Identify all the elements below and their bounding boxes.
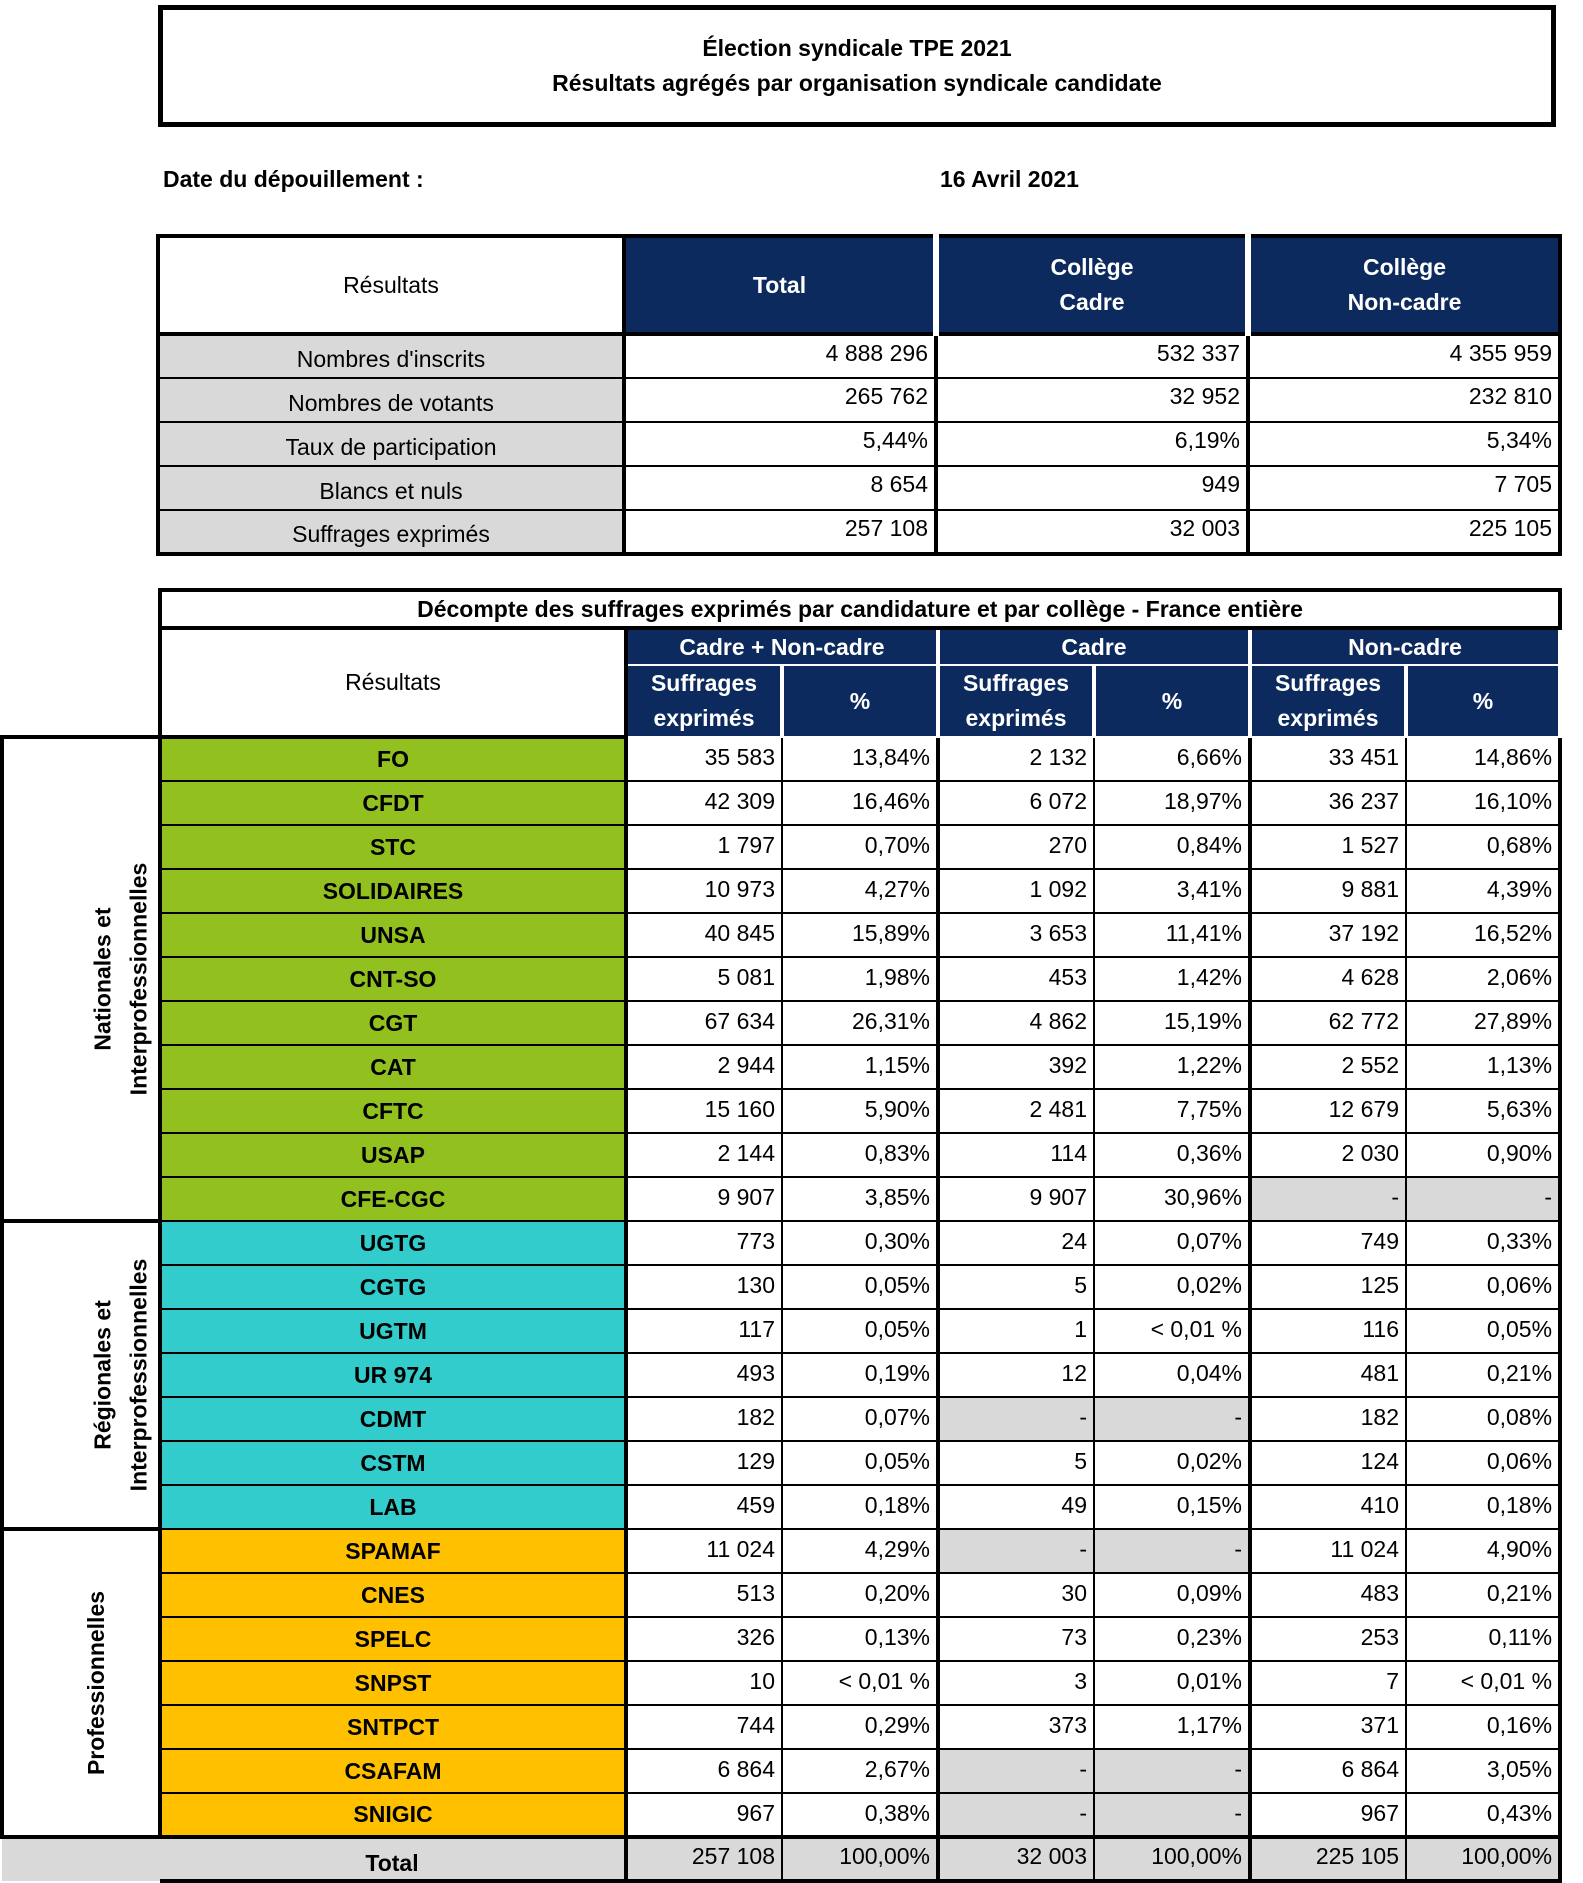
percent-value: 0,06% [1406,1441,1560,1485]
percent-value: - [1094,1749,1250,1793]
total-label: Total [160,1837,626,1881]
suffrages-value: 125 [1250,1265,1406,1309]
suffrages-value: 11 024 [1250,1529,1406,1573]
percent-value: - [1094,1397,1250,1441]
suffrages-value: 1 092 [938,869,1094,913]
suffrages-value: 270 [938,825,1094,869]
table-row [2,1309,1560,1353]
summary-row-label: Suffrages exprimés [158,510,624,554]
suffrages-value: 6 864 [1250,1749,1406,1793]
suffrages-value: 6 072 [938,781,1094,825]
suffrages-value: 3 653 [938,913,1094,957]
suffrages-value: 130 [626,1265,782,1309]
percent-value: - [1094,1793,1250,1837]
suffrages-value: 114 [938,1133,1094,1177]
suffrages-value: 67 634 [626,1001,782,1045]
suffrages-value: 7 [1250,1661,1406,1705]
summary-noncadre-value: 232 810 [1248,378,1560,422]
suffrages-value: 42 309 [626,781,782,825]
report-title-box [158,5,1556,127]
suffrages-value: 749 [1250,1221,1406,1265]
suffrages-value: 40 845 [626,913,782,957]
summary-noncadre-value: 7 705 [1248,466,1560,510]
detail-header-results: Résultats [160,628,626,737]
percent-value: 2,06% [1406,957,1560,1001]
percent-value: 0,02% [1094,1441,1250,1485]
suffrages-value: 371 [1250,1705,1406,1749]
table-row [2,1617,1560,1661]
org-name: CAT [160,1045,626,1089]
suffrages-value: 967 [1250,1793,1406,1837]
suffrages-value: 1 797 [626,825,782,869]
percent-value: 0,05% [782,1309,938,1353]
detail-table [0,588,1562,1883]
table-row [2,1001,1560,1045]
summary-total-value: 5,44% [624,422,936,466]
percent-value: 2,67% [782,1749,938,1793]
org-name: CSAFAM [160,1749,626,1793]
org-name: FO [160,737,626,781]
table-row [2,1749,1560,1793]
summary-cadre-value: 532 337 [936,334,1248,378]
suffrages-value: 10 [626,1661,782,1705]
summary-row [158,422,1560,466]
suffrages-value: 4 862 [938,1001,1094,1045]
percent-value: 16,52% [1406,913,1560,957]
suffrages-value: 37 192 [1250,913,1406,957]
group-label-cell [2,1529,160,1837]
summary-header-noncadre-line2: Non-cadre [1347,289,1462,315]
group-label [84,1259,156,1492]
summary-total-value: 265 762 [624,378,936,422]
org-name: CFTC [160,1089,626,1133]
suffrages-value: - [938,1749,1094,1793]
org-name: SNTPCT [160,1705,626,1749]
suffrages-value: 124 [1250,1441,1406,1485]
percent-value: 0,18% [1406,1485,1560,1529]
org-name: CNES [160,1573,626,1617]
percent-value: 0,23% [1094,1617,1250,1661]
org-name: SPELC [160,1617,626,1661]
suffrages-value: 326 [626,1617,782,1661]
org-name: UGTM [160,1309,626,1353]
percent-value: 6,66% [1094,737,1250,781]
summary-row [158,334,1560,378]
suffrages-value: 253 [1250,1617,1406,1661]
summary-header-noncadre-line1: Collège [1362,254,1447,280]
percent-value: 4,29% [782,1529,938,1573]
percent-value: < 0,01 % [1406,1661,1560,1705]
table-row [2,1485,1560,1529]
percent-value: 0,16% [1406,1705,1560,1749]
suffrages-value: 10 973 [626,869,782,913]
group-label-cell [2,1221,160,1529]
percent-value: 0,84% [1094,825,1250,869]
org-name: CSTM [160,1441,626,1485]
percent-value: 5,90% [782,1089,938,1133]
suffrages-value: 2 944 [626,1045,782,1089]
percent-value: - [1406,1177,1560,1221]
percent-value: 0,04% [1094,1353,1250,1397]
suffrages-value: 5 [938,1441,1094,1485]
suffrages-value: - [1250,1177,1406,1221]
percent-value: 0,30% [782,1221,938,1265]
percent-value: 15,19% [1094,1001,1250,1045]
summary-table [156,234,1562,556]
percent-value: 0,21% [1406,1573,1560,1617]
sub-header-suffrages: Suffrages exprimés [626,665,782,737]
suffrages-value: 9 907 [938,1177,1094,1221]
percent-value: 0,70% [782,825,938,869]
table-row [2,1441,1560,1485]
org-name: SNPST [160,1661,626,1705]
org-name: SOLIDAIRES [160,869,626,913]
org-name: SPAMAF [160,1529,626,1573]
percent-value: 0,83% [782,1133,938,1177]
summary-row [158,378,1560,422]
table-row [2,1573,1560,1617]
percent-value: < 0,01 % [782,1661,938,1705]
date-value: 16 Avril 2021 [940,166,1079,192]
suffrages-value: 117 [626,1309,782,1353]
percent-value: 0,43% [1406,1793,1560,1837]
table-row [2,869,1560,913]
summary-row [158,510,1560,554]
percent-value: 4,27% [782,869,938,913]
table-row [2,1353,1560,1397]
percent-value: 3,85% [782,1177,938,1221]
suffrages-value: 11 024 [626,1529,782,1573]
suffrages-value: 49 [938,1485,1094,1529]
suffrages-value: 33 451 [1250,737,1406,781]
suffrages-value: 459 [626,1485,782,1529]
suffrages-value: 2 552 [1250,1045,1406,1089]
percent-value: 1,42% [1094,957,1250,1001]
table-row [2,957,1560,1001]
summary-noncadre-value: 225 105 [1248,510,1560,554]
table-row [2,1133,1560,1177]
org-name: UNSA [160,913,626,957]
summary-header-row [158,236,1560,334]
group-label-line1: Professionnelles [83,1590,110,1776]
percent-value: 11,41% [1094,913,1250,957]
summary-cadre-value: 32 952 [936,378,1248,422]
suffrages-value: 410 [1250,1485,1406,1529]
group-label-line2: Interprofessionnelles [125,1258,152,1492]
total-percent: 100,00% [1094,1837,1250,1881]
suffrages-value: 373 [938,1705,1094,1749]
summary-header-results: Résultats [158,236,624,334]
sub-header-suffrages: Suffrages exprimés [1250,665,1406,737]
percent-value: 0,11% [1406,1617,1560,1661]
suffrages-value: 2 144 [626,1133,782,1177]
suffrages-value: 5 081 [626,957,782,1001]
suffrages-value: 2 132 [938,737,1094,781]
suffrages-value: 15 160 [626,1089,782,1133]
percent-value: 15,89% [782,913,938,957]
percent-value: 16,10% [1406,781,1560,825]
table-row [2,1089,1560,1133]
table-row [2,825,1560,869]
suffrages-value: 129 [626,1441,782,1485]
detail-title-row [2,590,1560,628]
percent-value: 0,05% [782,1265,938,1309]
suffrages-value: 6 864 [626,1749,782,1793]
table-row [2,1397,1560,1441]
suffrages-value: 62 772 [1250,1001,1406,1045]
suffrages-value: 773 [626,1221,782,1265]
percent-value: 0,02% [1094,1265,1250,1309]
percent-value: 0,07% [1094,1221,1250,1265]
summary-cadre-value: 6,19% [936,422,1248,466]
table-row [2,1661,1560,1705]
suffrages-value: 182 [626,1397,782,1441]
suffrages-value: 4 628 [1250,957,1406,1001]
table-row [2,1705,1560,1749]
percent-value: 0,38% [782,1793,938,1837]
table-row [2,1529,1560,1573]
summary-row [158,466,1560,510]
percent-value: 0,18% [782,1485,938,1529]
date-label: Date du dépouillement : [163,166,424,192]
total-suffrages: 225 105 [1250,1837,1406,1881]
table-row [2,1793,1560,1837]
suffrages-value: 744 [626,1705,782,1749]
total-suffrages: 257 108 [626,1837,782,1881]
percent-value: 26,31% [782,1001,938,1045]
org-name: CGT [160,1001,626,1045]
suffrages-value: 493 [626,1353,782,1397]
group-label-cell [2,737,160,1221]
percent-value: 0,09% [1094,1573,1250,1617]
org-name: UGTG [160,1221,626,1265]
summary-header-cadre-line1: Collège [1050,254,1134,280]
suffrages-value: 30 [938,1573,1094,1617]
percent-value: 0,08% [1406,1397,1560,1441]
suffrages-value: 1 527 [1250,825,1406,869]
percent-value: 14,86% [1406,737,1560,781]
percent-value: 1,15% [782,1045,938,1089]
table-row [2,781,1560,825]
percent-value: 3,05% [1406,1749,1560,1793]
percent-value: 0,90% [1406,1133,1560,1177]
group-label-line2: Interprofessionnelles [125,862,152,1096]
suffrages-value: 35 583 [626,737,782,781]
summary-total-value: 4 888 296 [624,334,936,378]
percent-value: 0,20% [782,1573,938,1617]
suffrages-value: 453 [938,957,1094,1001]
suffrages-value: 182 [1250,1397,1406,1441]
suffrages-value: 513 [626,1573,782,1617]
sub-header-suffrages: Suffrages exprimés [938,665,1094,737]
percent-value: 1,22% [1094,1045,1250,1089]
percent-value: 0,15% [1094,1485,1250,1529]
percent-value: 0,05% [782,1441,938,1485]
table-row [2,1221,1560,1265]
summary-header-cadre [936,236,1248,334]
table-row [2,1265,1560,1309]
total-row [2,1837,1560,1881]
group-label [84,863,156,1096]
suffrages-value: 392 [938,1045,1094,1089]
suffrages-value: 116 [1250,1309,1406,1353]
summary-row-label: Nombres d'inscrits [158,334,624,378]
percent-value: 30,96% [1094,1177,1250,1221]
suffrages-value: 2 481 [938,1089,1094,1133]
percent-value: 16,46% [782,781,938,825]
percent-value: 18,97% [1094,781,1250,825]
summary-noncadre-value: 4 355 959 [1248,334,1560,378]
suffrages-value: 24 [938,1221,1094,1265]
suffrages-value: - [938,1397,1094,1441]
summary-row-label: Blancs et nuls [158,466,624,510]
percent-value: < 0,01 % [1094,1309,1250,1353]
percent-value: 0,01% [1094,1661,1250,1705]
percent-value: 0,68% [1406,825,1560,869]
percent-value: 27,89% [1406,1001,1560,1045]
sub-header-pct: % [782,665,938,737]
percent-value: 1,17% [1094,1705,1250,1749]
group-label [78,1591,114,1775]
group-label-line1: Régionales et [89,1300,116,1450]
suffrages-value: - [938,1793,1094,1837]
suffrages-value: 3 [938,1661,1094,1705]
header-noncadre: Non-cadre [1250,628,1560,665]
suffrages-value: 481 [1250,1353,1406,1397]
percent-value: 0,05% [1406,1309,1560,1353]
table-row [2,913,1560,957]
org-name: STC [160,825,626,869]
detail-group-header-row [2,628,1560,665]
percent-value: 0,13% [782,1617,938,1661]
org-name: CNT-SO [160,957,626,1001]
total-suffrages: 32 003 [938,1837,1094,1881]
suffrages-value: 9 881 [1250,869,1406,913]
detail-title: Décompte des suffrages exprimés par candidature et par collège - France entière [160,590,1560,628]
table-row [2,737,1560,781]
percent-value: 1,13% [1406,1045,1560,1089]
org-name: USAP [160,1133,626,1177]
summary-cadre-value: 32 003 [936,510,1248,554]
summary-header-noncadre [1248,236,1560,334]
summary-total-value: 257 108 [624,510,936,554]
percent-value: 0,29% [782,1705,938,1749]
sub-header-pct: % [1094,665,1250,737]
suffrages-value: 12 [938,1353,1094,1397]
percent-value: - [1094,1529,1250,1573]
percent-value: 13,84% [782,737,938,781]
suffrages-value: 73 [938,1617,1094,1661]
total-percent: 100,00% [782,1837,938,1881]
suffrages-value: - [938,1529,1094,1573]
percent-value: 5,63% [1406,1089,1560,1133]
report-title: Élection syndicale TPE 2021 [702,35,1012,61]
org-name: UR 974 [160,1353,626,1397]
summary-cadre-value: 949 [936,466,1248,510]
sub-header-pct: % [1406,665,1560,737]
percent-value: 1,98% [782,957,938,1001]
org-name: LAB [160,1485,626,1529]
header-cadre-noncadre: Cadre + Non-cadre [626,628,938,665]
total-percent: 100,00% [1406,1837,1560,1881]
summary-row-label: Nombres de votants [158,378,624,422]
table-row [2,1045,1560,1089]
percent-value: 0,21% [1406,1353,1560,1397]
suffrages-value: 2 030 [1250,1133,1406,1177]
summary-noncadre-value: 5,34% [1248,422,1560,466]
percent-value: 0,07% [782,1397,938,1441]
summary-total-value: 8 654 [624,466,936,510]
percent-value: 0,19% [782,1353,938,1397]
percent-value: 4,90% [1406,1529,1560,1573]
summary-header-cadre-line2: Cadre [1059,289,1125,315]
org-name: CDMT [160,1397,626,1441]
summary-header-total: Total [624,236,936,334]
org-name: SNIGIC [160,1793,626,1837]
percent-value: 0,06% [1406,1265,1560,1309]
group-label-line1: Nationales et [89,907,116,1051]
percent-value: 0,36% [1094,1133,1250,1177]
suffrages-value: 9 907 [626,1177,782,1221]
suffrages-value: 483 [1250,1573,1406,1617]
suffrages-value: 36 237 [1250,781,1406,825]
suffrages-value: 1 [938,1309,1094,1353]
org-name: CGTG [160,1265,626,1309]
header-cadre: Cadre [938,628,1250,665]
percent-value: 0,33% [1406,1221,1560,1265]
percent-value: 4,39% [1406,869,1560,913]
report-subtitle: Résultats agrégés par organisation syndicale candidate [552,70,1162,96]
suffrages-value: 5 [938,1265,1094,1309]
percent-value: 3,41% [1094,869,1250,913]
org-name: CFE-CGC [160,1177,626,1221]
suffrages-value: 967 [626,1793,782,1837]
summary-row-label: Taux de participation [158,422,624,466]
percent-value: 7,75% [1094,1089,1250,1133]
table-row [2,1177,1560,1221]
org-name: CFDT [160,781,626,825]
suffrages-value: 12 679 [1250,1089,1406,1133]
